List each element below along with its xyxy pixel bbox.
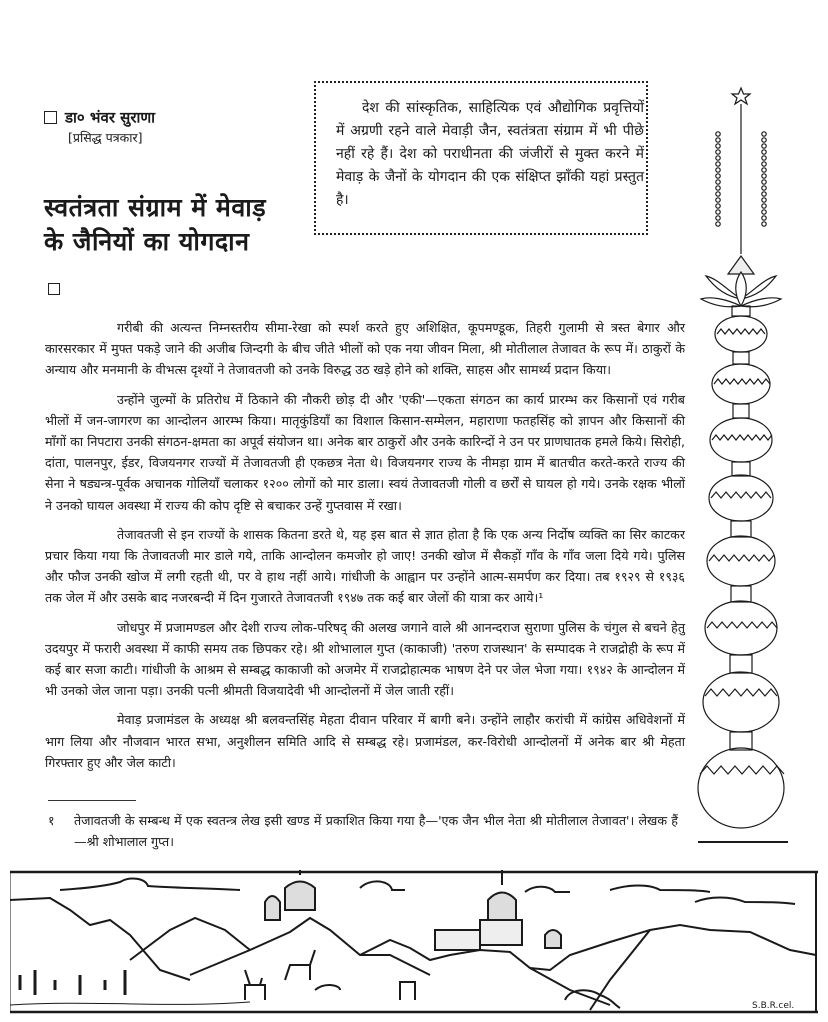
landscape-banner-illustration [10, 870, 818, 1015]
paragraph: जोधपुर में प्रजामण्डल और देशी राज्य लोक-परिषद् की अलख जगाने वाले श्री आनन्दराज सुराणा पुलिस के चंगुल से बचने हेतु उदयपुर में फरारी अवस्था में काफी समय तक छिपकर रहे। श्री शोभालाल गुप्त (काकाजी) 'तरुण राजस्थान' के सम्पादक ने राजद्रोही के रूप में कई बार सजा काटी। गांधीजी के आश्रम से सम्बद्ध काकाजी को अजमेर में राजद्रोहात्मक भाषण देने पर जेल भेजा गया। १९४२ के आन्दोलन में भी उनको जेल जाना पड़ा। उनकी पत्नी श्रीमती विजयादेवी भी आन्दोलनों में जेल जाती रहीं। [45, 619, 685, 699]
checkbox-marker-icon [44, 111, 57, 124]
footnote-divider [48, 800, 136, 801]
author-name: डा० भंवर सुराणा [65, 108, 156, 127]
title-line-1: स्वतंत्रता संग्राम में मेवाड़ [44, 193, 267, 222]
kalash-pillar-illustration [696, 84, 806, 864]
byline [44, 107, 155, 146]
paragraph: उन्होंने जुल्मों के प्रतिरोध में ठिकाने की नौकरी छोड़ दी और 'एकी'—एकता संगठन का कार्य प्रारम्भ कर किसानों एवं गरीब भीलों में जन-जागरण का आन्दोलन आरम्भ किया। मातृकुंडियाँ का विशाल किसान-सम्मेलन, महाराणा फतहसिंह को ज्ञापन और किसानों की माँगों का निपटारा उनकी संगठन-क्षमता का अपूर्व संयोजन था। अनेक बार ठाकुरों और उनके कारिन्दों ने उन पर प्राणघातक हमले किये। सिरोही, दांता, पालनपुर, ईडर, विजयनगर राज्यों में तेजावतजी ही एकछत्र नेता थे। विजयनगर राज्य के नीमड़ा ग्राम में बातचीत करते-करते राज्य की सेना ने षड्यन्त्र-पूर्वक अचानक गोलियाँ चलाकर १२०० लोगों को मार डाला। स्वयं तेजावतजी गोली व छर्रों से घायल हो गये। उनके रक्षक भीलों ने उनको घायल अवस्था में राज्य की कोप दृष्टि से बचाकर उन्हें गुप्तवास में रखा। [45, 391, 685, 513]
article-body [45, 317, 685, 781]
paragraph: गरीबी की अत्यन्त निम्नस्तरीय सीमा-रेखा को स्पर्श करते हुए अशिक्षित, कूपमण्डूक, तिहरी गुलामी से त्रस्त बेगार और कारसरकार में मुफ्त पकड़े जाने की अजीब जिन्दगी के बीच जीते भीलों को एक नया जीवन मिला, श्री मोतीलाल तेजावत के रूप में। ठाकुरों के अन्याय और मनमानी के वीभत्स दृश्यों ने तेजावतजी को उनके विरुद्ध उठ खड़े होने को शक्ति, साहस और सामर्थ्य प्रदान किया। [45, 320, 685, 378]
intro-box [314, 81, 648, 235]
section-marker-icon [48, 283, 60, 295]
intro-text: देश की सांस्कृतिक, साहित्यिक एवं औद्योगिक प्रवृत्तियों में अग्रणी रहने वाले मेवाड़ी जैन, स्वतंत्रता संग्राम में भी पीछे नहीं रहे हैं। देश को पराधीनता की जंजीरों से मुक्त करने में मेवाड़ के जैनों के योगदान की एक संक्षिप्त झाँकी यहां प्रस्तुत है। [336, 100, 644, 208]
title-line-2: के जैनियों का योगदान [44, 227, 250, 256]
footnote-text: तेजावतजी के सम्बन्ध में एक स्वतन्त्र लेख इसी खण्ड में प्रकाशित किया गया है—'एक जैन भील नेता श्री मोतीलाल तेजावत'। लेखक हैं—श्री शोभालाल गुप्त। [74, 813, 678, 849]
article-title [44, 191, 314, 259]
footnote [48, 810, 678, 852]
paragraph: मेवाड़ प्रजामंडल के अध्यक्ष श्री बलवन्तसिंह मेहता दीवान परिवार में बागी बने। उन्होंने लाहौर करांची में कांग्रेस अधिवेशनों में भाग लिया और नौजवान भारत सभा, अनुशीलन समिति आदि से सम्बद्ध रहे। प्रजामंडल, कर-विरोधी आन्दोलनों में अनेक बार श्री मेहता गिरफ्तार हुए और जेल काटी। [45, 712, 685, 770]
artist-signature: S.B.R.cel. [752, 1001, 795, 1011]
footnote-number: १ [48, 813, 55, 828]
paragraph: तेजावतजी से इन राज्यों के शासक कितना डरते थे, यह इस बात से ज्ञात होता है कि एक अन्य निर्दोष व्यक्ति का सिर काटकर प्रचार किया गया कि तेजावतजी मार डाले गये, ताकि आन्दोलन कमजोर हो जाए! उनकी खोज में सैकड़ों गाँव के गाँव जला दिये गये। पुलिस और फौज उनकी खोज में लगी रहती थी, पर वे हाथ नहीं आये। गांधीजी के आह्वान पर उन्होंने आत्म-समर्पण कर दिया। तब १९२९ से १९३६ तक जेल में और उसके बाद नजरबन्दी में दिन गुजारते तेजावतजी १९४७ तक कई बार जेलों की यात्रा कर आये।¹ [45, 526, 685, 606]
author-role: [प्रसिद्ध पत्रकार] [68, 129, 143, 145]
